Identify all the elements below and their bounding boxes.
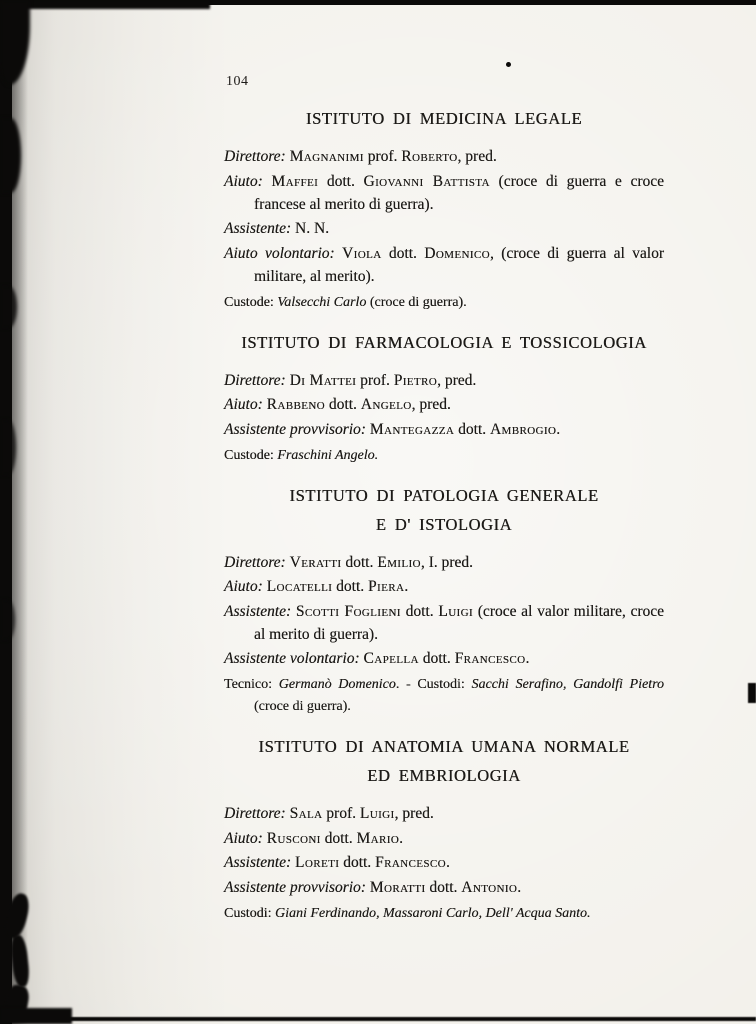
- scan-edge-bottom-left: [0, 1008, 72, 1024]
- entry-segment: Giovanni Battista: [363, 172, 490, 190]
- entry-segment: Direttore:: [224, 371, 290, 389]
- entry-segment: Moratti: [369, 878, 426, 896]
- staff-entry: [224, 551, 664, 574]
- entry-segment: Aiuto:: [224, 172, 272, 190]
- entry-segment: Giani Ferdinando, Massaroni Carlo, Dell' Acqua Santo.: [274, 905, 591, 921]
- entry-segment: dott.: [418, 650, 455, 667]
- entry-segment: dott.: [341, 553, 378, 571]
- staff-entry: [224, 575, 664, 598]
- ink-blot: [0, 420, 16, 475]
- entry-segment: (croce di guerra).: [366, 294, 467, 310]
- entry-segment: Valsecchi Carlo: [277, 294, 367, 310]
- entry-segment: dott.: [332, 578, 368, 595]
- entry-segment: Mantegazza: [369, 420, 455, 438]
- staff-entry: [224, 647, 664, 670]
- entry-segment: Pietro: [393, 371, 438, 389]
- entry-segment: Angelo: [360, 396, 412, 413]
- entry-segment: Direttore:: [224, 553, 290, 571]
- entry-segment: dott.: [425, 878, 462, 896]
- entry-segment: dott.: [381, 244, 425, 262]
- entry-segment: Emilio: [377, 553, 421, 571]
- institute-section: [224, 104, 664, 314]
- entry-segment: Rabbeno: [266, 396, 325, 413]
- entry-segment: .: [556, 420, 561, 438]
- staff-entry: [224, 851, 664, 874]
- entry-segment: , pred.: [457, 148, 497, 165]
- entry-segment: Aiuto:: [224, 829, 267, 847]
- entry-segment: Ambrogio: [489, 420, 557, 438]
- entry-segment: Mario: [356, 829, 400, 847]
- staff-entry: [224, 827, 664, 850]
- entry-segment: , I. pred.: [420, 553, 473, 571]
- entry-segment: Fraschini Angelo.: [277, 447, 379, 463]
- entry-segment: .: [399, 829, 404, 847]
- entry-segment: Custode:: [224, 294, 278, 310]
- section-title: [224, 328, 664, 357]
- entry-segment: Luigi: [359, 805, 395, 822]
- entry-segment: Di Mattei: [289, 371, 357, 389]
- entry-segment: Custodi:: [224, 905, 275, 921]
- sections: [224, 104, 664, 925]
- institute-section: [224, 481, 664, 719]
- entry-segment: Viola: [342, 244, 382, 262]
- entry-segment: , (croce di guerra al valor militare, al merito).: [254, 244, 664, 285]
- entry-segment: Locatelli: [266, 578, 333, 595]
- entry-segment: , pred.: [394, 805, 434, 822]
- entry-segment: Domenico: [424, 244, 490, 262]
- entry-segment: dott.: [320, 829, 357, 847]
- ink-blot: [0, 600, 15, 640]
- entry-segment: , pred.: [437, 371, 477, 389]
- entry-segment: Sala: [289, 805, 323, 822]
- entry-segment: Scotti Foglieni: [295, 602, 401, 620]
- entry-segment: dott.: [339, 854, 376, 871]
- entry-segment: Aiuto volontario:: [224, 244, 343, 262]
- section-title-line: E D' ISTOLOGIA: [375, 514, 513, 534]
- entry-segment: prof.: [356, 371, 394, 389]
- entry-segment: Direttore:: [224, 805, 290, 822]
- section-title: [224, 104, 664, 133]
- entry-segment: Francesco: [454, 650, 526, 667]
- entry-segment: Assistente:: [224, 854, 296, 871]
- ink-speck: [506, 62, 511, 67]
- staff-entry: [224, 876, 664, 899]
- staff-entry-custode: [224, 903, 664, 925]
- entry-segment: Piera: [368, 578, 405, 595]
- staff-entry: [224, 418, 664, 441]
- staff-entry: [224, 145, 664, 168]
- entry-segment: dott.: [454, 420, 490, 438]
- entry-segment: (croce di guerra e croce francese al merito di guerra).: [254, 172, 664, 213]
- section-title: [224, 732, 664, 790]
- entry-segment: Rusconi: [266, 829, 321, 847]
- section-title-line: ISTITUTO DI PATOLOGIA GENERALE: [289, 485, 599, 505]
- entry-segment: dott.: [325, 396, 361, 413]
- staff-entry: [224, 242, 664, 288]
- entry-segment: .: [517, 878, 522, 896]
- institute-section: [224, 328, 664, 467]
- ink-blot: [0, 286, 17, 328]
- entry-segment: Assistente provvisorio:: [224, 878, 370, 896]
- entry-segment: Custode:: [224, 447, 278, 463]
- entry-segment: dott.: [318, 172, 364, 190]
- staff-entry: [224, 217, 664, 240]
- staff-entry: [224, 170, 664, 216]
- entry-segment: dott.: [400, 602, 439, 620]
- section-title: [224, 481, 664, 539]
- entry-segment: Assistente:: [224, 220, 296, 237]
- scan-edge-top-left: [0, 0, 210, 9]
- staff-entry-custode: [224, 674, 664, 718]
- entry-segment: Capella: [363, 650, 419, 667]
- section-title-line: ED EMBRIOLOGIA: [367, 766, 521, 785]
- entry-segment: Aiuto:: [224, 578, 267, 595]
- entry-segment: prof.: [363, 148, 402, 165]
- entry-segment: .: [404, 578, 409, 595]
- page-content: [224, 74, 664, 926]
- entry-segment: Assistente volontario:: [224, 650, 364, 667]
- page-number: 104: [226, 74, 249, 89]
- staff-entry: [224, 369, 664, 392]
- entry-segment: , pred.: [411, 396, 451, 413]
- entry-segment: .: [445, 854, 450, 871]
- section-title-line: ISTITUTO DI MEDICINA LEGALE: [305, 109, 583, 128]
- entry-segment: Direttore:: [224, 148, 290, 165]
- entry-segment: Magnanimi: [289, 148, 364, 165]
- entry-segment: Loreti: [295, 854, 340, 871]
- entry-segment: (croce di guerra).: [254, 699, 351, 714]
- entry-segment: Maffei: [271, 172, 319, 190]
- entry-segment: Francesco: [375, 854, 446, 871]
- entry-segment: Assistente provvisorio:: [224, 420, 370, 438]
- entry-segment: (croce al valor militare, croce al merito di guerra).: [254, 602, 664, 643]
- institute-section: [224, 732, 664, 925]
- entry-segment: Germanò Domenico: [278, 677, 396, 692]
- scan-mark-right: [748, 683, 756, 703]
- entry-segment: Antonio: [461, 878, 518, 896]
- staff-entry-custode: [224, 445, 664, 467]
- entry-segment: . - Custodi:: [395, 677, 472, 692]
- staff-entry: [224, 802, 664, 825]
- entry-segment: .: [525, 650, 530, 667]
- entry-segment: N. N.: [295, 220, 330, 237]
- entry-segment: Luigi: [438, 602, 473, 620]
- entry-segment: Tecnico:: [224, 677, 279, 692]
- staff-entry: [224, 393, 664, 416]
- staff-entry-custode: [224, 292, 664, 314]
- entry-segment: Veratti: [289, 553, 342, 571]
- section-title-line: ISTITUTO DI ANATOMIA UMANA NORMALE: [258, 737, 630, 756]
- entry-segment: prof.: [322, 805, 360, 822]
- entry-segment: Sacchi Serafino, Gandolfi Pietro: [471, 677, 665, 692]
- ink-blot: [0, 118, 21, 193]
- section-title-line: ISTITUTO DI FARMACOLOGIA E TOSSICOLOGIA: [241, 332, 647, 352]
- scan-edge-bottom: [60, 1017, 756, 1021]
- entry-segment: Aiuto:: [224, 396, 267, 413]
- entry-segment: Roberto: [401, 148, 458, 165]
- staff-entry: [224, 600, 664, 646]
- entry-segment: Assistente:: [224, 602, 296, 620]
